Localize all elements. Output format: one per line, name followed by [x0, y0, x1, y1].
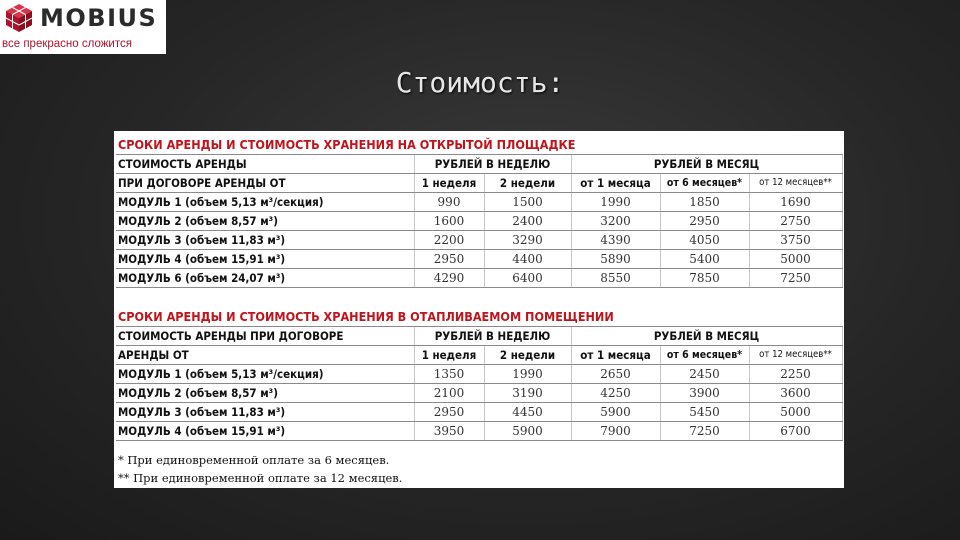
footnote-6-months: * При единовременной оплате за 6 месяцев. [118, 453, 390, 467]
logo-wordmark: MOBIUS [40, 4, 158, 32]
price-cell: 1850 [660, 193, 749, 212]
module-label: МОДУЛЬ 3 (объем 11,83 м³) [116, 231, 414, 250]
price-cell: 5450 [660, 403, 749, 422]
price-cell: 1600 [414, 212, 484, 231]
module-label: МОДУЛЬ 3 (объем 11,83 м³) [116, 403, 414, 422]
period-header: 2 недели [484, 174, 571, 193]
heated-section-title: СРОКИ АРЕНДЫ И СТОИМОСТЬ ХРАНЕНИЯ В ОТАПЛИВАЕМОМ ПОМЕЩЕНИИ [116, 308, 842, 327]
table-row [116, 403, 842, 422]
module-label: МОДУЛЬ 1 (объем 5,13 м³/секция) [116, 193, 414, 212]
price-cell: 5400 [660, 250, 749, 269]
module-label: МОДУЛЬ 4 (объем 15,91 м³) [116, 250, 414, 269]
header-label: ПРИ ДОГОВОРЕ АРЕНДЫ ОТ [116, 174, 414, 193]
module-label: МОДУЛЬ 6 (объем 24,07 м³) [116, 269, 414, 288]
price-cell: 5000 [749, 403, 842, 422]
price-cell: 6700 [749, 422, 842, 441]
price-cell: 7850 [660, 269, 749, 288]
price-cell: 4390 [571, 231, 660, 250]
price-cell: 1500 [484, 193, 571, 212]
price-cell: 2450 [660, 365, 749, 384]
price-cell: 1990 [484, 365, 571, 384]
period-header: 1 неделя [414, 174, 484, 193]
table-row [116, 422, 842, 441]
table-row [116, 231, 842, 250]
table-row [116, 193, 842, 212]
price-cell: 2650 [571, 365, 660, 384]
header-rub-per-month: РУБЛЕЙ В МЕСЯЦ [571, 155, 842, 174]
period-header: от 12 месяцев** [749, 346, 842, 365]
header-row-periods [116, 346, 842, 365]
footnotes [118, 451, 402, 487]
header-row-periods [116, 174, 842, 193]
price-cell: 2400 [484, 212, 571, 231]
price-cell: 2200 [414, 231, 484, 250]
module-label: МОДУЛЬ 2 (объем 8,57 м³) [116, 384, 414, 403]
price-cell: 1990 [571, 193, 660, 212]
footnote-12-months: ** При единовременной оплате за 12 месяцев. [118, 471, 403, 485]
cube-logo-icon [4, 3, 34, 33]
slide-title: Стоимость: [395, 66, 565, 99]
price-cell: 3200 [571, 212, 660, 231]
period-header: от 6 месяцев* [660, 174, 749, 193]
price-cell: 3600 [749, 384, 842, 403]
module-label: МОДУЛЬ 2 (объем 8,57 м³) [116, 212, 414, 231]
price-cell: 2250 [749, 365, 842, 384]
table-row [116, 384, 842, 403]
module-label: МОДУЛЬ 4 (объем 15,91 м³) [116, 422, 414, 441]
header-rub-per-week: РУБЛЕЙ В НЕДЕЛЮ [414, 327, 571, 346]
period-header: от 1 месяца [571, 174, 660, 193]
price-cell: 5000 [749, 250, 842, 269]
price-cell: 3750 [749, 231, 842, 250]
price-cell: 7250 [660, 422, 749, 441]
price-sheet [114, 131, 844, 488]
company-logo [0, 0, 166, 54]
price-cell: 2950 [414, 403, 484, 422]
price-cell: 3290 [484, 231, 571, 250]
logo-tagline: все прекрасно сложится [2, 38, 132, 50]
table-title-row [116, 308, 842, 327]
price-cell: 5900 [571, 403, 660, 422]
price-cell: 5900 [484, 422, 571, 441]
period-header: 1 неделя [414, 346, 484, 365]
price-cell: 990 [414, 193, 484, 212]
price-cell: 4400 [484, 250, 571, 269]
price-cell: 2100 [414, 384, 484, 403]
price-cell: 3900 [660, 384, 749, 403]
period-header: от 6 месяцев* [660, 346, 749, 365]
price-cell: 4450 [484, 403, 571, 422]
table-row [116, 365, 842, 384]
header-row-groups [116, 155, 842, 174]
price-cell: 6400 [484, 269, 571, 288]
price-cell: 4250 [571, 384, 660, 403]
price-cell: 5890 [571, 250, 660, 269]
header-label: СТОИМОСТЬ АРЕНДЫ ПРИ ДОГОВОРЕ [116, 327, 414, 346]
price-cell: 4050 [660, 231, 749, 250]
price-cell: 4290 [414, 269, 484, 288]
header-rub-per-month: РУБЛЕЙ В МЕСЯЦ [571, 327, 842, 346]
outdoor-price-table [116, 136, 843, 288]
header-label: АРЕНДЫ ОТ [116, 346, 414, 365]
header-label: СТОИМОСТЬ АРЕНДЫ [116, 155, 414, 174]
price-cell: 3950 [414, 422, 484, 441]
header-row-groups [116, 327, 842, 346]
outdoor-section-title: СРОКИ АРЕНДЫ И СТОИМОСТЬ ХРАНЕНИЯ НА ОТКРЫТОЙ ПЛОЩАДКЕ [116, 136, 842, 155]
period-header: от 12 месяцев** [749, 174, 842, 193]
price-cell: 7900 [571, 422, 660, 441]
price-cell: 1690 [749, 193, 842, 212]
price-cell: 2950 [660, 212, 749, 231]
period-header: от 1 месяца [571, 346, 660, 365]
price-cell: 2750 [749, 212, 842, 231]
price-cell: 2950 [414, 250, 484, 269]
period-header: 2 недели [484, 346, 571, 365]
header-rub-per-week: РУБЛЕЙ В НЕДЕЛЮ [414, 155, 571, 174]
table-row [116, 212, 842, 231]
price-cell: 3190 [484, 384, 571, 403]
table-title-row [116, 136, 842, 155]
heated-price-table [116, 308, 843, 441]
module-label: МОДУЛЬ 1 (объем 5,13 м³/секция) [116, 365, 414, 384]
price-cell: 7250 [749, 269, 842, 288]
price-cell: 8550 [571, 269, 660, 288]
price-cell: 1350 [414, 365, 484, 384]
table-row [116, 250, 842, 269]
table-row [116, 269, 842, 288]
